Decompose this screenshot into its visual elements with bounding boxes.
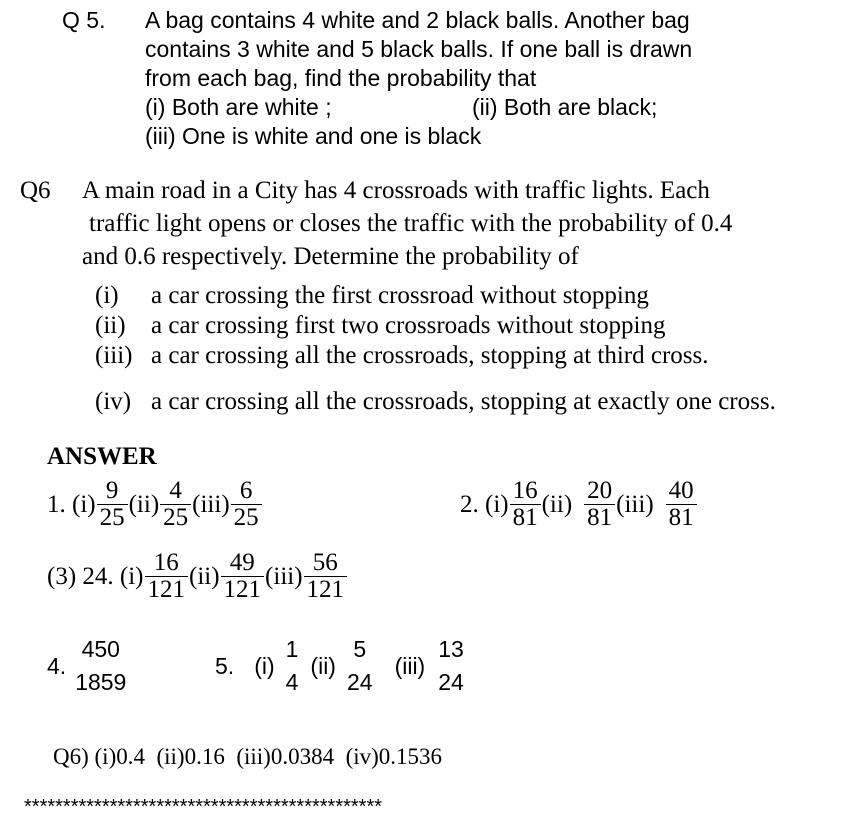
answer-4-prefix: 4. [47,652,67,679]
q6-part-iii-text: a car crossing all the crossroads, stopping at third cross. [151,342,709,369]
q6-answers: Q6) (i)0.4 (ii)0.16 (iii)0.0384 (iv)0.1536 [53,744,443,769]
fraction-numerator: 9 [105,477,119,504]
answer-3-label-ii: (ii) [189,562,220,590]
q6-part-iv-text: a car crossing all the crossroads, stopping at exactly one cross. [151,388,776,415]
fraction-denominator: 24 [438,669,464,696]
answer-3-fraction-ii [221,550,265,604]
q6-part-i-label: (i) [95,282,119,309]
fraction-numerator: 4 [169,477,182,504]
fraction-denominator: 4 [285,669,299,696]
fraction-denominator: 24 [346,669,373,696]
q6-part-iii-label: (iii) [95,342,133,369]
fraction-denominator: 81 [666,504,697,531]
fraction-denominator: 25 [231,504,262,531]
fraction-numerator: 5 [353,636,367,662]
answer-3-fraction-i [145,550,189,604]
q5-part-ii: (ii) Both are black; [472,94,658,120]
answer-1-fraction-ii [160,478,191,532]
answer-3 [47,550,348,604]
q5-number: Q 5. [62,7,106,33]
answer-5-fraction-ii [344,633,376,700]
q6-line-3: and 0.6 respectively. Determine the probability of [82,243,579,270]
answer-3-prefix: (3) 24. (i) [47,562,144,590]
fraction-denominator: 1859 [75,669,127,696]
answer-2-fraction-i [510,478,541,532]
answer-5-label-i: (i) [254,652,275,679]
answer-2-fraction-ii [584,478,615,532]
fraction-numerator: 56 [312,549,338,576]
q6-part-i-text: a car crossing the first crossroad without stopping [151,282,649,309]
q5-line-2: contains 3 white and 5 black balls. If one ball is drawn [145,36,693,62]
fraction-denominator: 25 [97,504,128,531]
answer-2 [460,478,698,532]
fraction-numerator: 16 [153,549,179,576]
fraction-denominator: 81 [584,504,615,531]
fraction-denominator: 121 [221,576,265,603]
answer-1 [47,478,263,532]
q6-part-iv-label: (iv) [95,388,132,415]
answer-4-fraction [72,633,129,700]
answer-2-label-ii: (ii) [541,490,573,518]
answer-3-label-iii: (iii) [265,562,303,590]
answer-2-prefix: 2. (i) [460,490,509,518]
fraction-numerator: 20 [587,477,613,504]
fraction-numerator: 450 [81,636,120,662]
answer-2-label-iii: (iii) [616,490,654,518]
answer-5 [215,633,468,700]
answer-1-label-iii: (iii) [192,490,230,518]
q6-part-ii-label: (ii) [95,312,126,339]
fraction-denominator: 81 [510,504,541,531]
q6-line-2: traffic light opens or closes the traffic with the probability of 0.4 [89,210,733,237]
q5-line-1: A bag contains 4 white and 2 black balls. Another bag [145,7,690,33]
footer-stars: ********************************************** [24,796,383,818]
answer-heading: ANSWER [47,443,157,470]
answer-1-label-ii: (ii) [128,490,160,518]
answer-5-fraction-i [283,633,302,700]
fraction-denominator: 121 [304,576,348,603]
fraction-numerator: 13 [438,636,464,662]
answer-3-fraction-iii [304,550,348,604]
answer-5-fraction-iii [435,633,467,700]
answer-1-fraction-i [97,478,128,532]
fraction-numerator: 49 [229,549,255,576]
answer-5-label-ii: (ii) [310,652,336,679]
answer-5-label-iii: (iii) [394,652,426,679]
answer-5-prefix: 5. [215,652,235,679]
answer-1-fraction-iii [231,478,262,532]
answer-2-fraction-iii [666,478,697,532]
answer-1-prefix: 1. (i) [47,490,96,518]
q5-part-i: (i) Both are white ; [145,94,332,120]
q5-part-iii: (iii) One is white and one is black [145,123,482,149]
fraction-numerator: 16 [512,477,538,504]
fraction-numerator: 6 [239,477,253,504]
fraction-denominator: 121 [145,576,189,603]
q6-number: Q6 [20,177,51,204]
answer-4 [47,633,130,700]
q6-part-ii-text: a car crossing first two crossroads without stopping [151,312,666,339]
fraction-numerator: 40 [668,477,694,504]
fraction-numerator: 1 [285,636,299,662]
q5-line-3: from each bag, find the probability that [145,65,537,91]
q6-line-1: A main road in a City has 4 crossroads with traffic lights. Each [82,177,710,204]
fraction-denominator: 25 [160,504,191,531]
